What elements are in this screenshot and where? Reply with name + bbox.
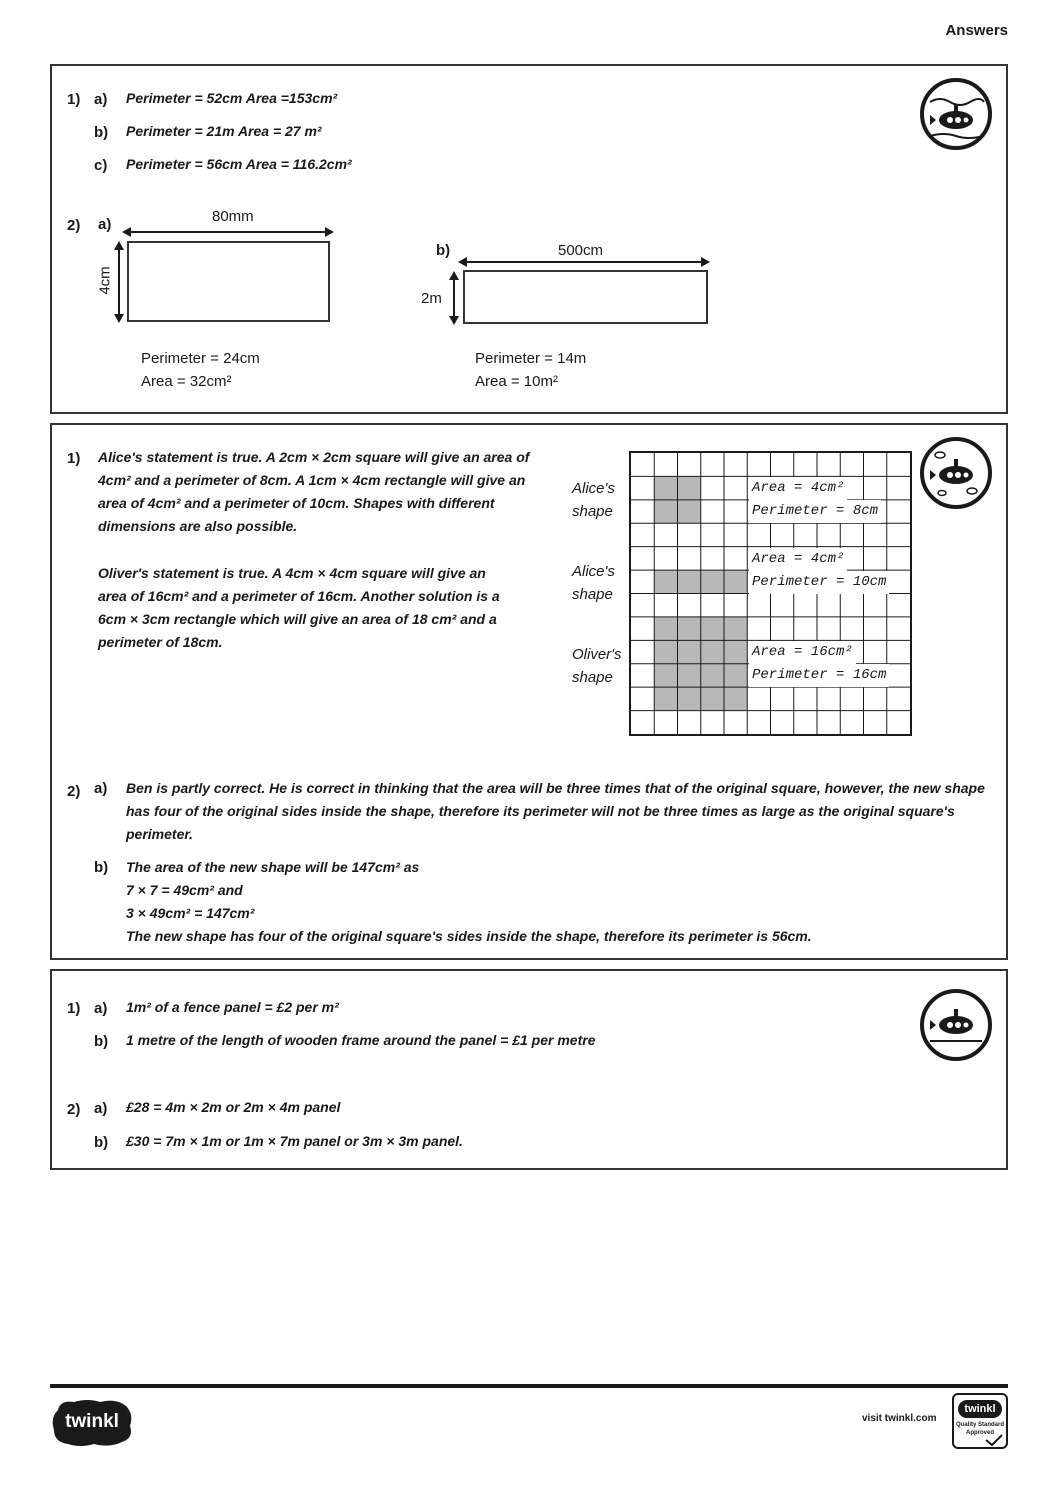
rect-a-width-label: 80mm: [212, 208, 254, 225]
grid-label-shape2-area: Area = 4cm²: [749, 548, 847, 571]
twinkl-logo-text: twinkl: [65, 1411, 119, 1432]
quality-standard-badge: [952, 1393, 1008, 1449]
q2b-letter: b): [436, 242, 451, 259]
shape-label-oliver: Oliver's shape: [572, 646, 622, 686]
s2-q2a-answer: Ben is partly correct. He is correct in thinking that the area will be three times that of the original square, however, the new shape has four of the original sides inside the shape, therefore its perimeter will not be three times as large as the original square's perimeter.: [126, 780, 985, 842]
page-title: Answers: [945, 22, 1008, 39]
s2-q2b-line4: The new shape has four of the original square's sides inside the shape, therefore its perimeter is 56cm.: [126, 928, 812, 944]
q1b-letter: b): [94, 124, 109, 141]
s3-q2a-letter: a): [94, 1100, 108, 1117]
s3-q2b-letter: b): [94, 1134, 109, 1151]
grid-label-shape2-perimeter: Perimeter = 10cm: [749, 571, 889, 594]
rect-b-height-arrow: [448, 271, 460, 325]
s3-q1b-letter: b): [94, 1033, 109, 1050]
s3-q1a-answer: 1m² of a fence panel = £2 per m²: [126, 999, 339, 1015]
s2-q2a-letter: a): [94, 780, 108, 797]
rect-b-area: Area = 10m²: [475, 373, 558, 390]
s2-q2b-line1: The area of the new shape will be 147cm² as: [126, 859, 420, 875]
squared-grid: [629, 451, 912, 736]
s3-q1a-letter: a): [94, 1000, 108, 1017]
shape-label-alice-1: Alice's shape: [572, 480, 615, 520]
checkmark-icon: [984, 1433, 1004, 1447]
s3-q2b-answer: £30 = 7m × 1m or 1m × 7m panel or 3m × 3m panel.: [126, 1133, 463, 1149]
footer-rule: [50, 1384, 1008, 1388]
rect-a-height-label: 4cm: [96, 266, 114, 295]
grid-label-shape1-area: Area = 4cm²: [749, 477, 847, 500]
rect-b-width-label: 500cm: [558, 242, 604, 259]
rect-a-perimeter: Perimeter = 24cm: [141, 350, 260, 367]
rect-a-width-arrow: [122, 226, 334, 238]
grid-label-shape3-area: Area = 16cm²: [749, 641, 856, 664]
s2-q1-number: 1): [67, 450, 81, 467]
badge-brand: twinkl: [958, 1400, 1002, 1418]
rect-b-height-label: 2m: [421, 290, 442, 307]
s2-q1-oliver-answer: Oliver's statement is true. A 4cm × 4cm square will give an area of 16cm² and a perimeter of 16cm. Another solution is a 6cm × 3cm rectangle which will give an area of 18 cm² and a perimeter of 18cm.: [98, 565, 500, 650]
grid-label-shape3-perimeter: Perimeter = 16cm: [749, 664, 889, 687]
badge-line1: Quality Standard: [955, 1422, 1004, 1428]
grid-label-shape1-perimeter: Perimeter = 8cm: [749, 500, 881, 523]
s3-q1-number: 1): [67, 1000, 81, 1017]
rect-a-area: Area = 32cm²: [141, 373, 232, 390]
rect-b-width-arrow: [458, 256, 710, 268]
s2-q2b-line3: 3 × 49cm² = 147cm²: [126, 905, 255, 921]
q1c-letter: c): [94, 157, 108, 174]
q1b-answer: Perimeter = 21m Area = 27 m²: [126, 123, 322, 139]
s3-q1b-answer: 1 metre of the length of wooden frame around the panel = £1 per metre: [126, 1032, 596, 1048]
rect-b-perimeter: Perimeter = 14m: [475, 350, 587, 367]
s2-q2b-line2: 7 × 7 = 49cm² and: [126, 882, 243, 898]
rect-a-height-arrow: [113, 241, 125, 323]
q2a-letter: a): [98, 216, 112, 233]
rect-a: [127, 241, 330, 322]
visit-link[interactable]: visit twinkl.com: [862, 1413, 937, 1424]
submarine-badge-icon: [920, 437, 992, 509]
twinkl-logo[interactable]: [50, 1398, 134, 1448]
s2-q2-number: 2): [67, 783, 81, 800]
s3-q2-number: 2): [67, 1101, 81, 1118]
s2-q2b-letter: b): [94, 859, 109, 876]
submarine-badge-icon: [920, 989, 992, 1061]
q1-number: 1): [67, 91, 81, 108]
badge-line2: Approved: [965, 1430, 994, 1436]
submarine-badge-icon: [920, 78, 992, 150]
s3-q2a-answer: £28 = 4m × 2m or 2m × 4m panel: [126, 1099, 341, 1115]
q1a-letter: a): [94, 91, 108, 108]
shape-label-alice-2: Alice's shape: [572, 563, 615, 603]
rect-b: [463, 270, 708, 324]
q1a-answer: Perimeter = 52cm Area =153cm²: [126, 90, 338, 106]
q1c-answer: Perimeter = 56cm Area = 116.2cm²: [126, 156, 352, 172]
s2-q1-alice-answer: Alice's statement is true. A 2cm × 2cm square will give an area of 4cm² and a perimeter of 8cm. A 1cm × 4cm rectangle will give an area of 4cm² and a perimeter of 10cm. Shapes with different dimensions are also possible.: [98, 449, 530, 534]
q2-number: 2): [67, 217, 81, 234]
